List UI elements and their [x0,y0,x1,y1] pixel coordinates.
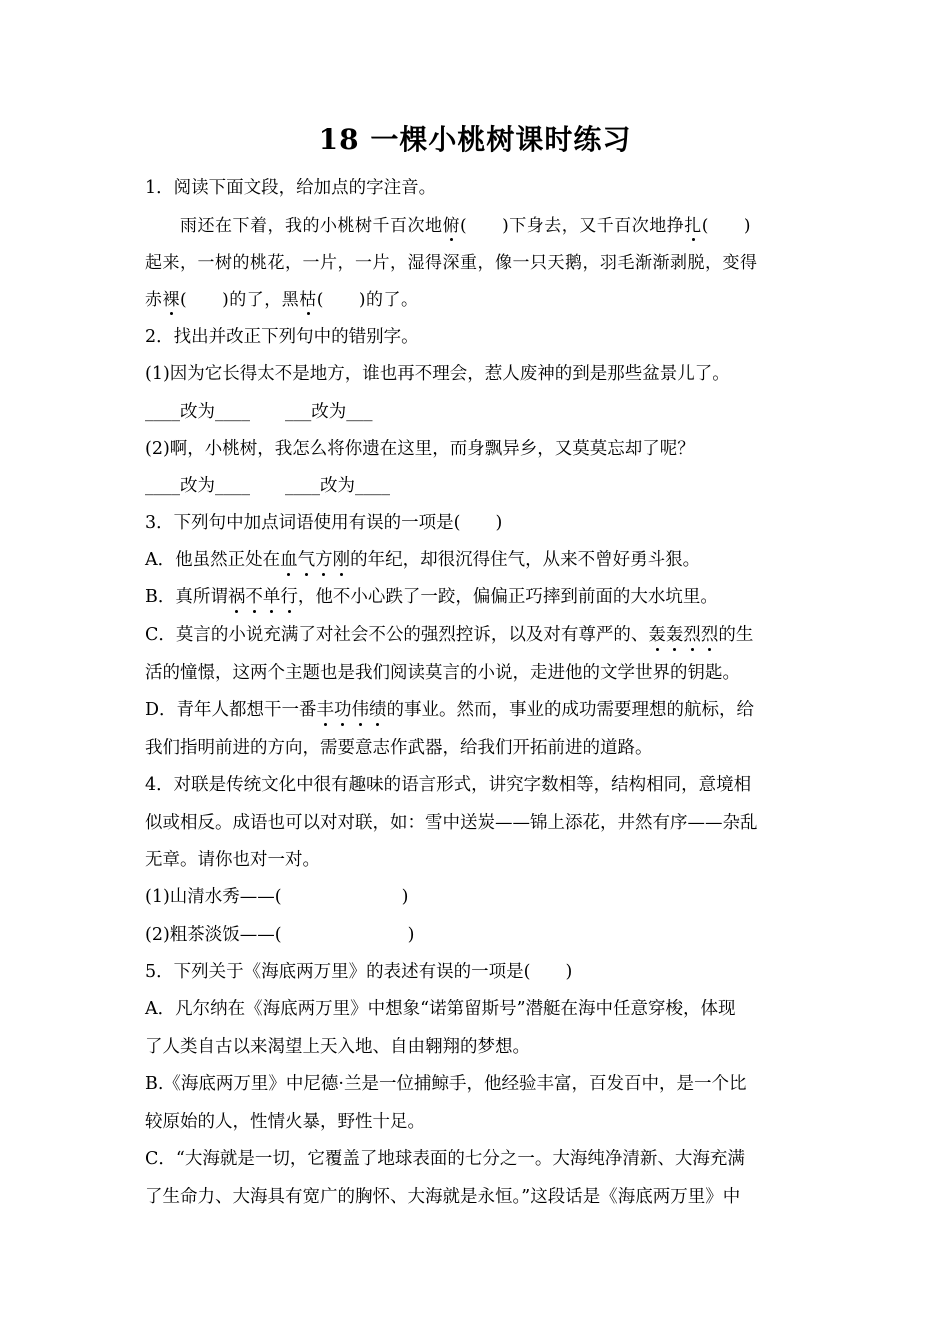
dotted-char: 丰 [317,696,335,721]
q1-text: ( )的了，黑 [180,290,300,310]
q4-stem-line-2: 似或相反。成语也可以对对联，如：雪中送炭——锦上添花，井然有序——杂乱 [145,813,758,833]
q1-passage-line-3 [145,285,419,310]
q2-sentence-2: (2)啊，小桃树，我怎么将你遗在这里，而身飘异乡，又莫莫忘却了呢？ [145,439,695,459]
close-paren: ) [401,887,409,907]
q5-option-a: A．凡尔纳在《海底两万里》中想象“诺第留斯号”潜艇在海中任意穿梭，体现 [145,999,736,1019]
q2-answer-2: ____改为____ ____改为____ [145,476,390,496]
item-text: (1)山清水秀——( [145,887,282,907]
q2-answer-1: ____改为____ ___改为___ [145,402,373,422]
dotted-char: 伟 [352,696,370,721]
q1-text: 雨还在下着，我的小桃树千百次地 [180,216,443,236]
dotted-char: 血 [280,546,298,571]
q3-option-a [145,546,700,571]
dotted-char: 方 [315,546,333,571]
option-text: B．真所谓 [145,587,228,607]
dotted-char: 扎 [684,211,702,236]
q1-text: ( )下身去，又千百次地挣 [460,216,685,236]
q5-option-b-cont: 较原始的人，性情火暴，野性十足。 [145,1112,425,1132]
dotted-char: 烈 [701,621,719,646]
page-title: 18 一棵小桃树课时练习 [318,123,632,156]
dotted-char: 单 [263,583,281,608]
option-text: D．青年人都想干一番 [145,700,317,720]
q1-passage-line-1 [180,211,751,236]
item-text: (2)粗茶淡饭——( [145,925,282,945]
dotted-char: 裸 [163,285,181,310]
q1-text: ( )的了。 [316,290,419,310]
dotted-char: 轰 [666,621,684,646]
dotted-char: 轰 [648,621,666,646]
q5-option-c: C．“大海就是一切，它覆盖了地球表面的七分之一。大海纯净清新、大海充满 [145,1149,745,1169]
q4-stem-line-3: 无章。请你也对一对。 [145,850,320,870]
q5-option-b: B.《海底两万里》中尼德·兰是一位捕鲸手，他经验丰富，百发百中，是一个比 [145,1074,747,1094]
q2-stem: 2．找出并改正下列句中的错别字。 [145,327,419,347]
q3-option-c-cont: 活的憧憬，这两个主题也是我们阅读莫言的小说，走进他的文学世界的钥匙。 [145,663,740,683]
q1-text: ( ) [701,216,752,236]
dotted-char: 不 [245,583,263,608]
dotted-char: 枯 [299,285,317,310]
q3-option-b [145,583,718,608]
q5-stem: 5．下列关于《海底两万里》的表述有误的一项是( ) [145,962,573,982]
q1-stem: 1．阅读下面文段，给加点的字注音。 [145,178,437,198]
dotted-char: 气 [298,546,316,571]
option-text: 的年纪，却很沉得住气，从来不曾好勇斗狠。 [350,550,701,570]
q4-stem-line-1: 4．对联是传统文化中很有趣味的语言形式，讲究字数相等，结构相同，意境相 [145,775,752,795]
q1-text: 赤 [145,290,163,310]
q5-option-c-cont: 了生命力、大海具有宽广的胸怀、大海就是永恒。”这段话是《海底两万里》中 [145,1187,741,1207]
q3-option-c [145,621,753,646]
dotted-char: 祸 [228,583,246,608]
dotted-char: 刚 [333,546,351,571]
q4-item-1 [145,883,408,908]
q3-option-d-cont: 我们指明前进的方向，需要意志作武器，给我们开拓前进的道路。 [145,738,653,758]
q3-option-d [145,696,754,721]
dotted-char: 烈 [683,621,701,646]
q1-passage-line-2: 起来，一树的桃花，一片，一片，湿得深重，像一只天鹅，羽毛渐渐剥脱，变得 [145,253,758,273]
close-paren: ) [407,925,415,945]
option-text: 的事业。然而，事业的成功需要理想的航标，给 [386,700,755,720]
dotted-char: 俯 [443,211,461,236]
q2-sentence-1: (1)因为它长得太不是地方，谁也再不理会，惹人废神的到是那些盆景儿了。 [145,364,730,384]
option-text: A．他虽然正处在 [145,550,281,570]
option-text: C．莫言的小说充满了对社会不公的强烈控诉，以及对有尊严的、 [145,625,649,645]
dotted-char: 行 [280,583,298,608]
dotted-char: 绩 [369,696,387,721]
option-text: ，他不小心跌了一跤，偏偏正巧摔到前面的大水坑里。 [297,587,718,607]
q5-option-a-cont: 了人类自古以来渴望上天入地、自由翱翔的梦想。 [145,1037,530,1057]
dotted-char: 功 [334,696,352,721]
q4-item-2 [145,921,414,946]
option-text: 的生 [718,625,754,645]
q3-stem: 3．下列句中加点词语使用有误的一项是( ) [145,513,503,533]
